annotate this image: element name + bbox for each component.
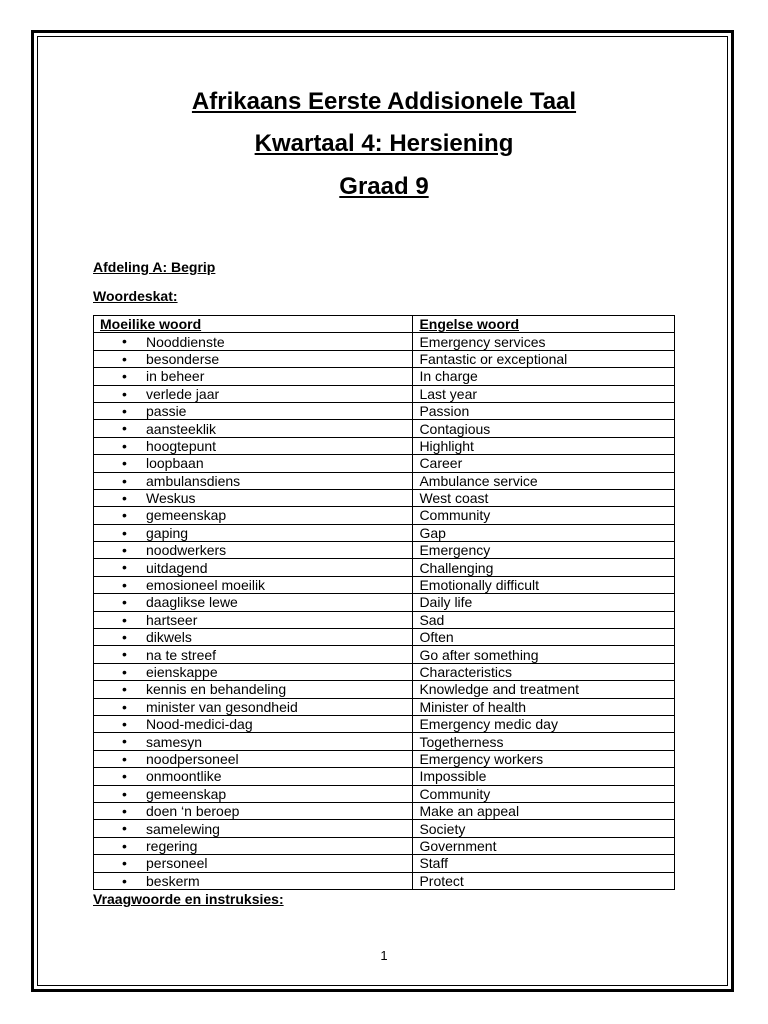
table-row bbox=[94, 837, 675, 854]
english-word: Sad bbox=[413, 611, 675, 628]
english-word: Community bbox=[413, 785, 675, 802]
difficult-word-cell bbox=[94, 681, 413, 698]
table-row bbox=[94, 420, 675, 437]
difficult-word-cell bbox=[94, 455, 413, 472]
table-row bbox=[94, 472, 675, 489]
difficult-word: noodwerkers bbox=[146, 542, 227, 559]
bullet-icon: • bbox=[122, 681, 127, 698]
english-word: Highlight bbox=[413, 437, 675, 454]
bullet-icon: • bbox=[122, 524, 127, 541]
difficult-word-cell bbox=[94, 785, 413, 802]
difficult-word: na te streef bbox=[146, 646, 217, 663]
bullet-icon: • bbox=[122, 489, 127, 506]
table-row bbox=[94, 802, 675, 819]
table-row bbox=[94, 733, 675, 750]
column-header-difficult-word: Moeilike woord bbox=[94, 316, 413, 333]
document-subtitle: Kwartaal 4: Hersiening bbox=[254, 130, 514, 157]
english-word: Emergency workers bbox=[413, 750, 675, 767]
english-word: Ambulance service bbox=[413, 472, 675, 489]
english-word: Daily life bbox=[413, 594, 675, 611]
difficult-word-cell bbox=[94, 872, 413, 889]
difficult-word-cell bbox=[94, 837, 413, 854]
table-row bbox=[94, 402, 675, 419]
table-row bbox=[94, 715, 675, 732]
table-row bbox=[94, 681, 675, 698]
difficult-word: Weskus bbox=[146, 490, 196, 507]
table-row bbox=[94, 437, 675, 454]
bullet-icon: • bbox=[122, 750, 127, 767]
difficult-word: personeel bbox=[146, 855, 208, 872]
difficult-word: eienskappe bbox=[146, 664, 218, 680]
english-word: Protect bbox=[413, 872, 675, 889]
english-word: Contagious bbox=[413, 420, 675, 437]
difficult-word: uitdagend bbox=[146, 559, 208, 576]
english-word: Emotionally difficult bbox=[413, 576, 675, 593]
difficult-word: passie bbox=[146, 403, 187, 420]
english-word: Often bbox=[413, 629, 675, 646]
difficult-word: hartseer bbox=[146, 611, 198, 628]
vocabulary-table-body bbox=[94, 333, 675, 890]
difficult-word: gemeenskap bbox=[146, 507, 227, 524]
difficult-word: regering bbox=[146, 837, 198, 854]
page-number: 1 bbox=[380, 948, 388, 963]
difficult-word-cell bbox=[94, 594, 413, 611]
section-heading: Afdeling A: Begrip bbox=[93, 259, 216, 275]
difficult-word: gaping bbox=[146, 524, 189, 541]
bullet-icon: • bbox=[122, 872, 127, 889]
difficult-word-cell bbox=[94, 437, 413, 454]
table-row bbox=[94, 507, 675, 524]
bullet-icon: • bbox=[122, 333, 127, 350]
english-word: Career bbox=[413, 455, 675, 472]
table-row bbox=[94, 629, 675, 646]
english-word: Staff bbox=[413, 855, 675, 872]
table-row bbox=[94, 385, 675, 402]
vocab-heading: Woordeskat: bbox=[93, 288, 178, 304]
bullet-icon: • bbox=[122, 802, 127, 819]
table-row bbox=[94, 611, 675, 628]
difficult-word-cell bbox=[94, 559, 413, 576]
english-word: Challenging bbox=[413, 559, 675, 576]
english-word: Government bbox=[413, 837, 675, 854]
difficult-word-cell bbox=[94, 715, 413, 732]
table-row bbox=[94, 455, 675, 472]
english-word: Impossible bbox=[413, 768, 675, 785]
difficult-word-cell bbox=[94, 855, 413, 872]
questions-heading: Vraagwoorde en instruksies: bbox=[93, 891, 284, 907]
difficult-word-cell bbox=[94, 663, 413, 680]
difficult-word: samesyn bbox=[146, 733, 203, 750]
bullet-icon: • bbox=[122, 663, 127, 680]
difficult-word: gemeenskap bbox=[146, 785, 227, 802]
difficult-word: doen ‘n beroep bbox=[146, 803, 240, 820]
bullet-icon: • bbox=[122, 629, 127, 646]
difficult-word-cell bbox=[94, 802, 413, 819]
bullet-icon: • bbox=[122, 837, 127, 854]
english-word: Togetherness bbox=[413, 733, 675, 750]
bullet-icon: • bbox=[122, 733, 127, 750]
table-row bbox=[94, 333, 675, 350]
difficult-word: daaglikse lewe bbox=[146, 594, 238, 611]
bullet-icon: • bbox=[122, 698, 127, 715]
difficult-word: beskerm bbox=[146, 872, 200, 889]
bullet-icon: • bbox=[122, 715, 127, 732]
table-row bbox=[94, 524, 675, 541]
difficult-word: hoogtepunt bbox=[146, 437, 217, 454]
bullet-icon: • bbox=[122, 350, 127, 367]
table-row bbox=[94, 698, 675, 715]
english-word: Society bbox=[413, 820, 675, 837]
english-word: Fantastic or exceptional bbox=[413, 350, 675, 367]
table-row bbox=[94, 663, 675, 680]
english-word: Last year bbox=[413, 385, 675, 402]
bullet-icon: • bbox=[122, 559, 127, 576]
table-row bbox=[94, 646, 675, 663]
bullet-icon: • bbox=[122, 420, 127, 437]
document-title: Afrikaans Eerste Addisionele Taal bbox=[191, 88, 577, 115]
difficult-word: emosioneel moeilik bbox=[146, 577, 266, 594]
table-row bbox=[94, 350, 675, 367]
difficult-word: dikwels bbox=[146, 629, 192, 646]
difficult-word: ambulansdiens bbox=[146, 472, 241, 489]
bullet-icon: • bbox=[122, 820, 127, 837]
difficult-word: aansteeklik bbox=[146, 420, 217, 437]
difficult-word: noodpersoneel bbox=[146, 750, 239, 767]
column-header-english-word: Engelse woord bbox=[413, 316, 675, 333]
english-word: Emergency services bbox=[413, 333, 675, 350]
difficult-word-cell bbox=[94, 507, 413, 524]
difficult-word-cell bbox=[94, 350, 413, 367]
bullet-icon: • bbox=[122, 785, 127, 802]
english-word: Community bbox=[413, 507, 675, 524]
difficult-word: onmoontlike bbox=[146, 768, 222, 785]
english-word: Emergency bbox=[413, 542, 675, 559]
vocabulary-table bbox=[93, 315, 675, 890]
bullet-icon: • bbox=[122, 437, 127, 454]
difficult-word-cell bbox=[94, 542, 413, 559]
difficult-word-cell bbox=[94, 402, 413, 419]
difficult-word: Nooddienste bbox=[146, 333, 225, 350]
difficult-word-cell bbox=[94, 576, 413, 593]
english-word: Minister of health bbox=[413, 698, 675, 715]
difficult-word: Nood-medici-dag bbox=[146, 716, 253, 733]
table-row bbox=[94, 855, 675, 872]
table-row bbox=[94, 872, 675, 889]
difficult-word-cell bbox=[94, 768, 413, 785]
difficult-word-cell bbox=[94, 646, 413, 663]
difficult-word-cell bbox=[94, 368, 413, 385]
difficult-word: minister van gesondheid bbox=[146, 698, 298, 715]
difficult-word-cell bbox=[94, 611, 413, 628]
difficult-word-cell bbox=[94, 750, 413, 767]
bullet-icon: • bbox=[122, 646, 127, 663]
table-row bbox=[94, 489, 675, 506]
difficult-word-cell bbox=[94, 524, 413, 541]
table-row bbox=[94, 559, 675, 576]
grade-title: Graad 9 bbox=[339, 173, 429, 200]
table-row bbox=[94, 785, 675, 802]
difficult-word: verlede jaar bbox=[146, 385, 220, 402]
bullet-icon: • bbox=[122, 768, 127, 785]
bullet-icon: • bbox=[122, 542, 127, 559]
bullet-icon: • bbox=[122, 855, 127, 872]
table-row bbox=[94, 750, 675, 767]
difficult-word-cell bbox=[94, 472, 413, 489]
english-word: Emergency medic day bbox=[413, 715, 675, 732]
difficult-word-cell bbox=[94, 385, 413, 402]
table-row bbox=[94, 368, 675, 385]
difficult-word-cell bbox=[94, 489, 413, 506]
difficult-word: samelewing bbox=[146, 820, 220, 837]
english-word: In charge bbox=[413, 368, 675, 385]
bullet-icon: • bbox=[122, 611, 127, 628]
english-word: Go after something bbox=[413, 646, 675, 663]
table-row bbox=[94, 768, 675, 785]
english-word: Gap bbox=[413, 524, 675, 541]
table-row bbox=[94, 576, 675, 593]
difficult-word: in beheer bbox=[146, 368, 205, 385]
bullet-icon: • bbox=[122, 472, 127, 489]
english-word: Characteristics bbox=[413, 663, 675, 680]
difficult-word-cell bbox=[94, 820, 413, 837]
bullet-icon: • bbox=[122, 455, 127, 472]
difficult-word-cell bbox=[94, 698, 413, 715]
bullet-icon: • bbox=[122, 576, 127, 593]
bullet-icon: • bbox=[122, 402, 127, 419]
english-word: Knowledge and treatment bbox=[413, 681, 675, 698]
english-word: Make an appeal bbox=[413, 802, 675, 819]
difficult-word: besonderse bbox=[146, 350, 220, 367]
bullet-icon: • bbox=[122, 368, 127, 385]
english-word: Passion bbox=[413, 402, 675, 419]
difficult-word: kennis en behandeling bbox=[146, 681, 287, 698]
bullet-icon: • bbox=[122, 594, 127, 611]
table-row bbox=[94, 542, 675, 559]
table-row bbox=[94, 820, 675, 837]
difficult-word-cell bbox=[94, 420, 413, 437]
english-word: West coast bbox=[413, 489, 675, 506]
difficult-word: loopbaan bbox=[146, 455, 204, 472]
bullet-icon: • bbox=[122, 507, 127, 524]
bullet-icon: • bbox=[122, 385, 127, 402]
table-header-row bbox=[94, 316, 675, 333]
difficult-word-cell bbox=[94, 629, 413, 646]
difficult-word-cell bbox=[94, 733, 413, 750]
table-row bbox=[94, 594, 675, 611]
difficult-word-cell bbox=[94, 333, 413, 350]
